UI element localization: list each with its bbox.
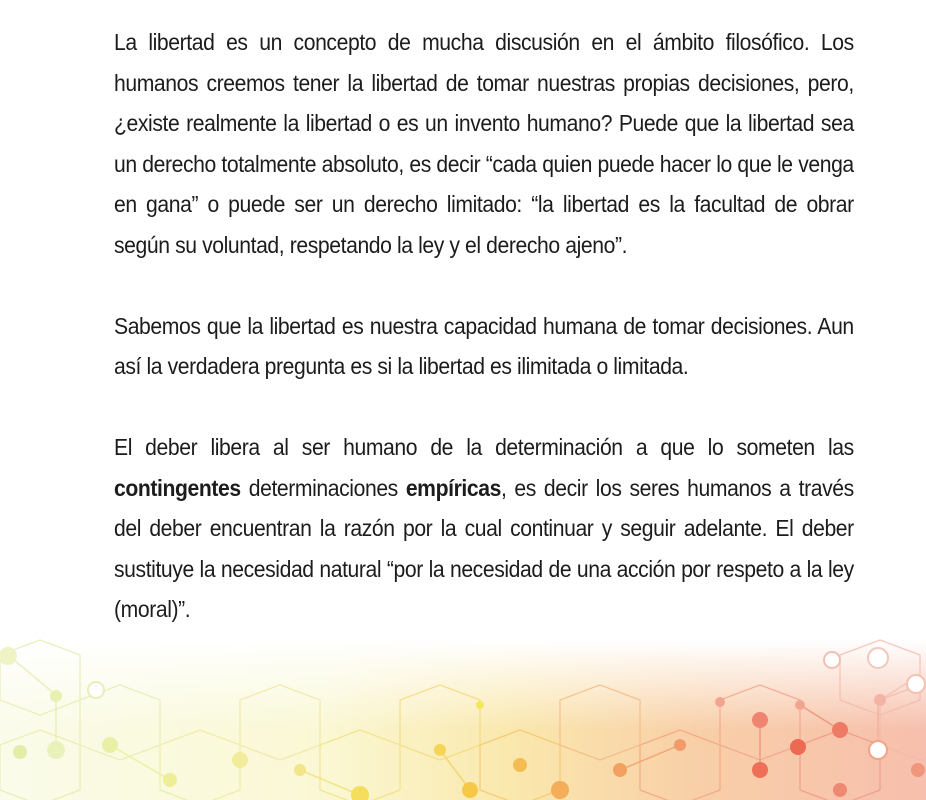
paragraph-1: La libertad es un concepto de mucha discusión en el ámbito filosófico. Los humanos creemos tener la libertad de tomar nuestras propias decisiones, pero, ¿existe realmente la libertad o es un invento humano? Puede que la libertad sea un derecho totalmente absoluto, es decir “cada quien puede hacer lo que le venga en gana” o puede ser un derecho limitado: “la libertad es la facultad de obrar según su voluntad, respetando la ley y el derecho ajeno”.	[114, 29, 854, 258]
bold-term-empiricas: empíricas	[405, 474, 501, 501]
paragraph-3-text-b: determinaciones	[240, 474, 406, 501]
bold-term-contingentes: contingentes	[114, 474, 241, 501]
paragraph-3-text-c: , es decir los seres humanos a través del deber encuentran la razón por la cual continuar y seguir adelante. El deber sustituye la necesidad natural “por la necesidad de una acción por respeto a la ley (moral)”.	[114, 474, 854, 622]
paragraph-3-text-a: El deber libera al ser humano de la determinación a que lo someten las	[114, 434, 854, 460]
paragraph-3	[114, 427, 854, 630]
article-body	[114, 22, 854, 670]
paragraph-2: Sabemos que la libertad es nuestra capacidad humana de tomar decisiones. Aun así la verdadera pregunta es si la libertad es ilimitada o limitada.	[114, 312, 854, 379]
